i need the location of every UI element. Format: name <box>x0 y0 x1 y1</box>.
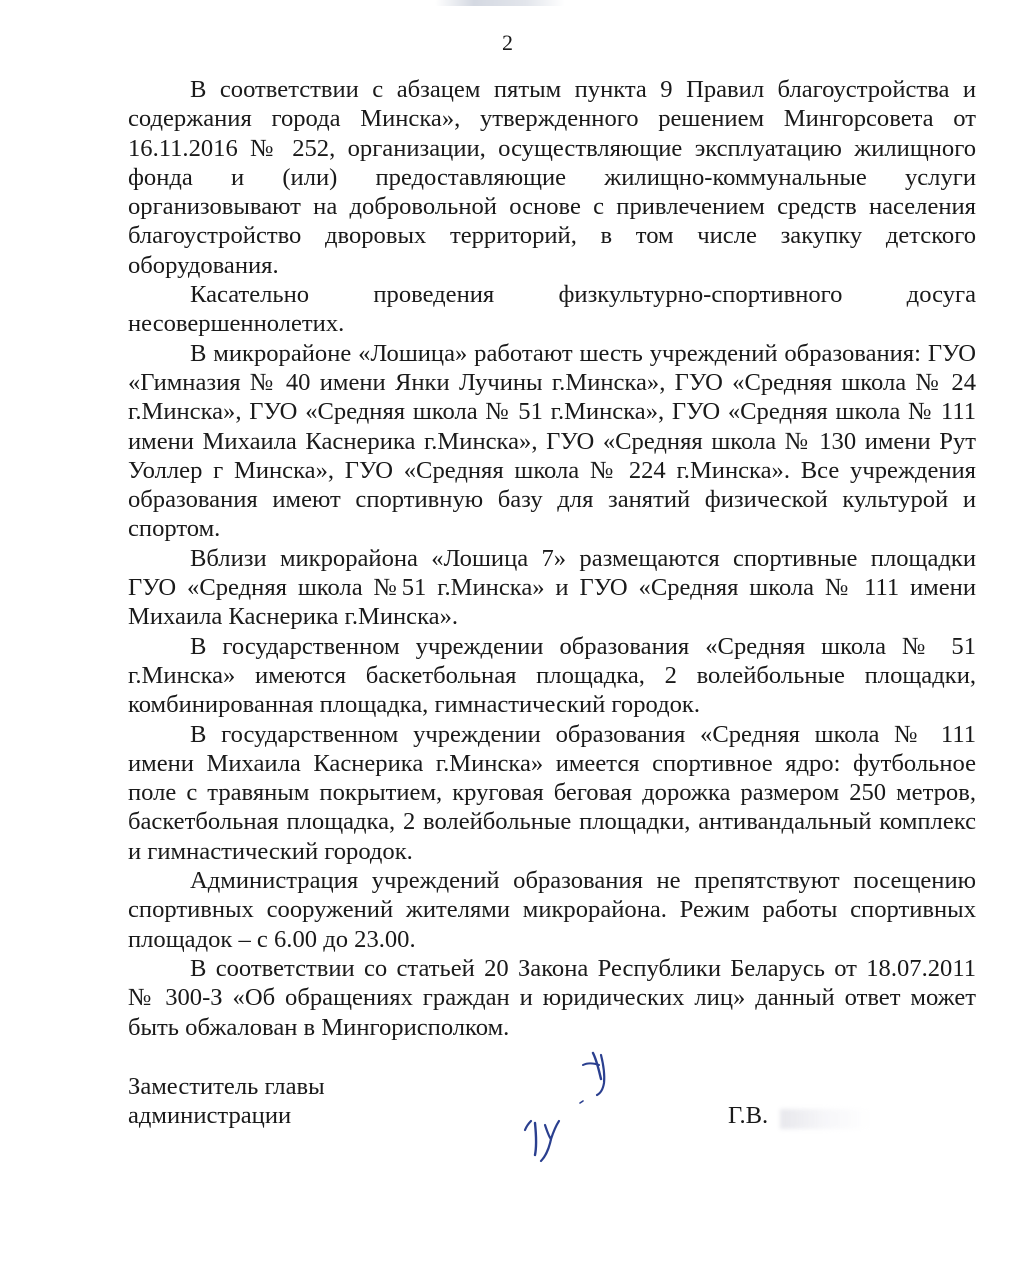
paragraph-school-111: В государственном учреждении образования «Средняя школа № 111 имени Михаила Каснерика г.Минска» имеется спортивное ядро: футбольное поле с травяным покрытием, круговая беговая дорожка размером 250 метров, баскетбольная площадка, 2 волейбольные площадки, антивандальный комплекс и гимнастический городок. <box>128 720 976 865</box>
paragraph-access-hours: Администрация учреждений образования не препятствуют посещению спортивных сооружений жителями микрорайона. Режим работы спортивных площадок – с 6.00 до 23.00. <box>128 867 976 953</box>
signatory-position-line1: Заместитель главы <box>128 1073 325 1100</box>
signature-block <box>128 1072 976 1152</box>
signatory-name: Г.В. <box>728 1102 769 1129</box>
redacted-surname <box>780 1109 870 1129</box>
paragraph-schools-list: В микрорайоне «Лошица» работают шесть учреждений образования: ГУО «Гимназия № 40 имени Янки Лучины г.Минска», ГУО «Средняя школа № 24 г.Минска», ГУО «Средняя школа № 51 г.Минска», ГУО «Средняя школа № 111 имени Михаила Каснерика г.Минска», ГУО «Средняя школа № 130 имени Рут Уоллер г Минска», ГУО «Средняя школа № 224 г.Минска». Все учреждения образования имеют спортивную базу для занятий физической культурой и спортом. <box>128 339 976 543</box>
page-number: 2 <box>502 30 513 55</box>
signatory-position <box>128 1072 325 1130</box>
paragraph-school-51: В государственном учреждении образования «Средняя школа № 51 г.Минска» имеются баскетбольная площадка, 2 волейбольные площадки, комбинированная площадка, гимнастический городок. <box>128 632 976 719</box>
paragraph-sports-leisure: Касательно проведения физкультурно-спортивного досуга несовершеннолетих. <box>128 281 976 338</box>
paragraph-nearby-grounds: Вблизи микрорайона «Лошица 7» размещаются спортивные площадки ГУО «Средняя школа №51 г.Минска» и ГУО «Средняя школа № 111 имени Михаила Каснерика г.Минска». <box>128 544 976 631</box>
letter-body <box>128 75 976 1042</box>
paragraph-appeal: В соответствии со статьей 20 Закона Республики Беларусь от 18.07.2011 № 300-З «Об обращениях граждан и юридических лиц» данный ответ может быть обжалован в Мингорисполком. <box>128 954 976 1041</box>
paragraph-improvement-rules: В соответствии с абзацем пятым пункта 9 Правил благоустройства и содержания города Минска», утвержденного решением Мингорсовета от 16.11.2016 № 252, организации, осуществляющие эксплуатацию жилищного фонда и (или) предоставляющие жилищно-коммунальные услуги организовывают на добровольной основе с привлечением средств населения благоустройство дворовых территорий, в том числе закупку детского оборудования. <box>128 76 976 279</box>
scan-smudge <box>435 0 565 6</box>
signatory-position-line2: администрации <box>128 1102 292 1129</box>
